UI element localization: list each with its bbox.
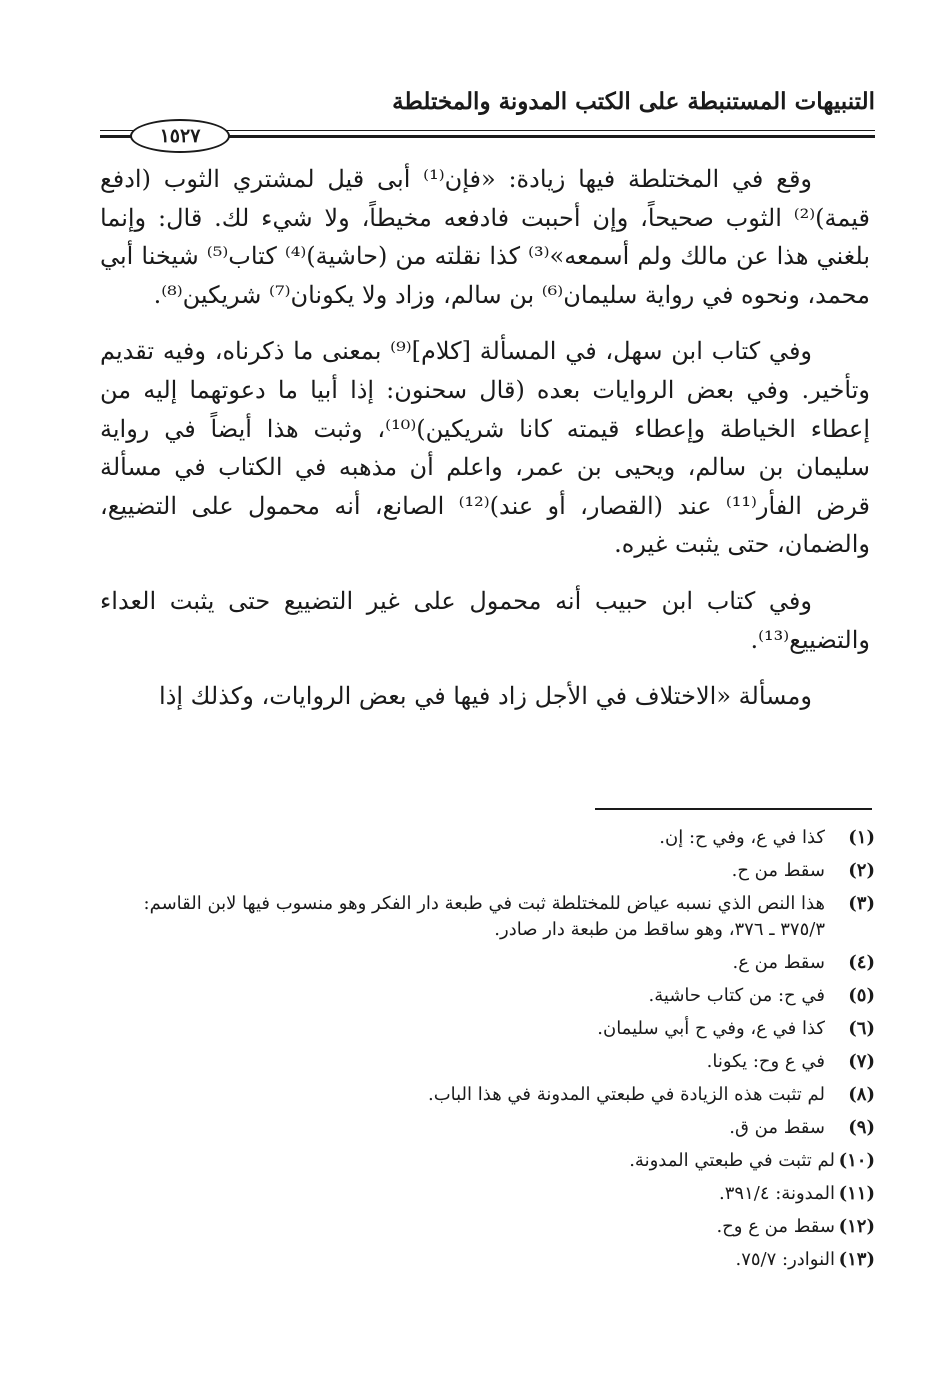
footnote-text: لم تثبت في طبعتي المدونة.	[629, 1150, 835, 1171]
footnote	[100, 950, 875, 976]
footnote-number: (١٠)	[838, 1150, 875, 1171]
footnote-number: (٣)	[848, 893, 875, 914]
footnote-text: سقط من ع وح.	[716, 1216, 835, 1237]
footnote-number: (١٣)	[838, 1249, 875, 1270]
page-header	[100, 88, 875, 150]
footnote-text: المدونة: ٣٩١/٤.	[719, 1183, 835, 1204]
footnotes	[100, 825, 875, 1280]
page-number: ١٥٢٧	[130, 119, 230, 153]
footnote-text: سقط من ح.	[731, 860, 825, 881]
footnote	[100, 983, 875, 1009]
footnote	[100, 891, 875, 943]
footnote-number: (٥)	[848, 985, 875, 1006]
footnote	[100, 825, 875, 851]
footnote-text: كذا في ع، وفي ح أبي سليمان.	[597, 1018, 825, 1039]
paragraph: وفي كتاب ابن سهل، في المسألة [كلام]⁽⁹⁾ بمعنى ما ذكرناه، وفيه تقديم وتأخير. وفي بعض الروايات بعده (قال سحنون: إذا أبيا ما دعوتهما إليه من إعطاء الخياطة وإعطاء قيمته كانا شريكين)⁽¹⁰⁾، وثبت هذا أيضاً في رواية سليمان بن سالم، ويحيى بن عمر، واعلم أن مذهبه في الكتاب في مسألة قرض الفأر⁽¹¹⁾ عند (القصار، أو عند)⁽¹²⁾ الصانع، أنه محمول على التضييع، والضمان، حتى يثبت غيره.	[100, 337, 870, 559]
footnote-number: (٤)	[848, 952, 875, 973]
footnote-text: كذا في ع، وفي ح: إن.	[659, 827, 825, 848]
footnote-text: هذا النص الذي نسبه عياض للمختلطة ثبت في طبعة دار الفكر وهو منسوب فيها لابن القاسم: ٣٧٥/٣ ـ ٣٧٦، وهو ساقط من طبعة دار صادر.	[143, 893, 825, 940]
footnote-text: سقط من ق.	[729, 1117, 825, 1138]
footnote	[100, 1214, 875, 1240]
footnote	[100, 1082, 875, 1108]
paragraph: ومسألة «الاختلاف في الأجل زاد فيها في بعض الروايات، وكذلك إذا	[159, 682, 812, 711]
running-title: التنبيهات المستنبطة على الكتب المدونة والمختلطة	[392, 88, 875, 115]
footnote-separator	[595, 808, 872, 810]
main-text	[100, 160, 870, 716]
footnote	[100, 1115, 875, 1141]
footnote	[100, 1181, 875, 1207]
footnote-text: سقط من ع.	[732, 952, 825, 973]
footnote	[100, 858, 875, 884]
footnote	[100, 1016, 875, 1042]
footnote-number: (٩)	[848, 1117, 875, 1138]
footnote-number: (٧)	[848, 1051, 875, 1072]
footnote	[100, 1148, 875, 1174]
paragraph: وفي كتاب ابن حبيب أنه محمول على غير التضييع حتى يثبت العداء والتضييع⁽¹³⁾.	[100, 586, 870, 654]
footnote-number: (٦)	[848, 1018, 875, 1039]
footnote-text: لم تثبت هذه الزيادة في طبعتي المدونة في هذا الباب.	[427, 1084, 825, 1105]
footnote	[100, 1247, 875, 1273]
footnote-number: (٢)	[848, 860, 875, 881]
footnote	[100, 1049, 875, 1075]
footnote-number: (١١)	[838, 1183, 875, 1204]
footnote-text: في ع وح: يكونا.	[706, 1051, 825, 1072]
footnote-number: (١٢)	[838, 1216, 875, 1237]
footnote-text: النوادر: ٧٥/٧.	[735, 1249, 835, 1270]
footnote-number: (١)	[848, 827, 875, 848]
footnote-number: (٨)	[848, 1084, 875, 1105]
footnote-text: في ح: من كتاب حاشية.	[648, 985, 825, 1006]
paragraph: وقع في المختلطة فيها زيادة: «فإن⁽¹⁾ أبى قيل لمشتري الثوب (ادفع قيمة)⁽²⁾ الثوب صحيحاً، وإن أحببت فادفعه مخيطاً، ولا شيء لك. قال: وإنما بلغني هذا عن مالك ولم أسمعه»⁽³⁾ كذا نقلته من (حاشية)⁽⁴⁾ كتاب⁽⁵⁾ شيخنا أبي محمد، ونحوه في رواية سليمان⁽⁶⁾ بن سالم، وزاد ولا يكونان⁽⁷⁾ شريكين⁽⁸⁾.	[100, 165, 870, 309]
